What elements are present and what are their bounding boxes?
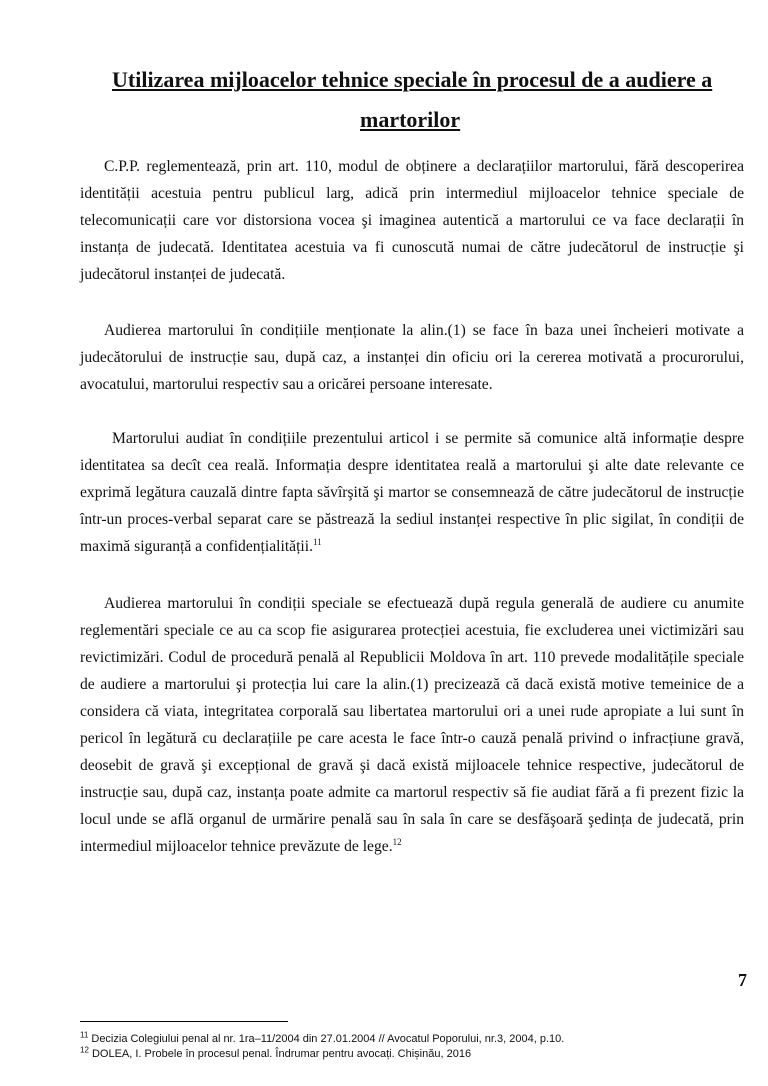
paragraph-2-text: Audierea martorului în condițiile menționate la alin.(1) se face în baza unei încheieri motivate a judecătorului de instrucție sau, după caz, a instanței din oficiu ori la cererea motivată a procurorului, avocatului, martorului respectiv sau a oricărei persoane interesate. [80,322,744,393]
footnote-divider [80,1021,288,1022]
paragraph-2 [80,317,744,398]
footnote-text: Decizia Colegiului penal al nr. 1ra–11/2004 din 27.01.2004 // Avocatul Poporului, nr.3, 2004, p.10. [88,1033,565,1045]
paragraph-3 [80,425,744,560]
page-title-continued: martorilor [360,107,461,132]
paragraph-1 [80,153,744,288]
footnote-number: 12 [80,1045,89,1055]
footnote-text: DOLEA, I. Probele în procesul penal. Îndrumar pentru avocați. Chișinău, 2016 [88,1048,472,1060]
paragraph-4-text: Audierea martorului în condiții speciale se efectuează după regula generală de audiere cu anumite reglementări speciale ce au ca scop fie asigurarea protecției acestuia, fie excluderea unei victimizări sau revictimizări. Codul de procedură penală al Republicii Moldova în art. 110 prevede modalitățile speciale de audiere a martorului şi protecția lui care la alin.(1) precizează că dacă există motive temeinice de a considera că viata, integritatea corporală sau libertatea martorului ori a unei rude apropiate a lui sunt în pericol în legătură cu declarațiile pe care acesta le face într-o cauză penală privind o infracțiune gravă, deosebit de gravă şi excepțional de gravă şi dacă există mijloacele tehnice respective, judecătorul de instrucție sau, după caz, instanța poate admite ca martorul respectiv să fie audiat fără a fi prezent fizic la locul unde se află organul de urmărire penală sau în sala în care se desfăşoară şedința de judecată, prin intermediul mijloacelor tehnice prevăzute de lege. [80,595,744,855]
footnote-ref-12[interactable]: 12 [392,836,402,847]
paragraph-1-text: C.P.P. reglementează, prin art. 110, modul de obținere a declarațiilor martorului, fără descoperirea identității acestuia pentru publicul larg, adică prin intermediul mijloacelor tehnice speciale de telecomunicații care vor distorsiona vocea şi imaginea autentică a martorului ce va face declarații în instanța de judecată. Identitatea acestuia va fi cunoscută numai de către judecătorul de instrucție şi judecătorul instanței de judecată. [80,158,744,283]
paragraph-3-text: Martorului audiat în condițiile prezentului articol i se permite să comunice altă informație despre identitatea sa decît cea reală. Informația despre identitatea reală a martorului şi alte date relevante ce exprimă legătura cauzală dintre fapta săvîrşită şi martor se consemnează de către judecătorul de instrucție într-un proces-verbal separat care se păstrează la sediul instanței respective în plic sigilat, în condiții de maximă siguranță a confidențialității. [80,430,744,555]
footnote-11 [80,1032,740,1046]
footnote-12 [80,1047,740,1061]
paragraph-4 [80,590,744,860]
footnote-ref-11[interactable]: 11 [312,536,322,547]
page-title: Utilizarea mijloacelor tehnice speciale în procesul de a audiere a [112,67,713,92]
footnote-number: 11 [80,1030,89,1040]
page-number: 7 [738,970,747,990]
